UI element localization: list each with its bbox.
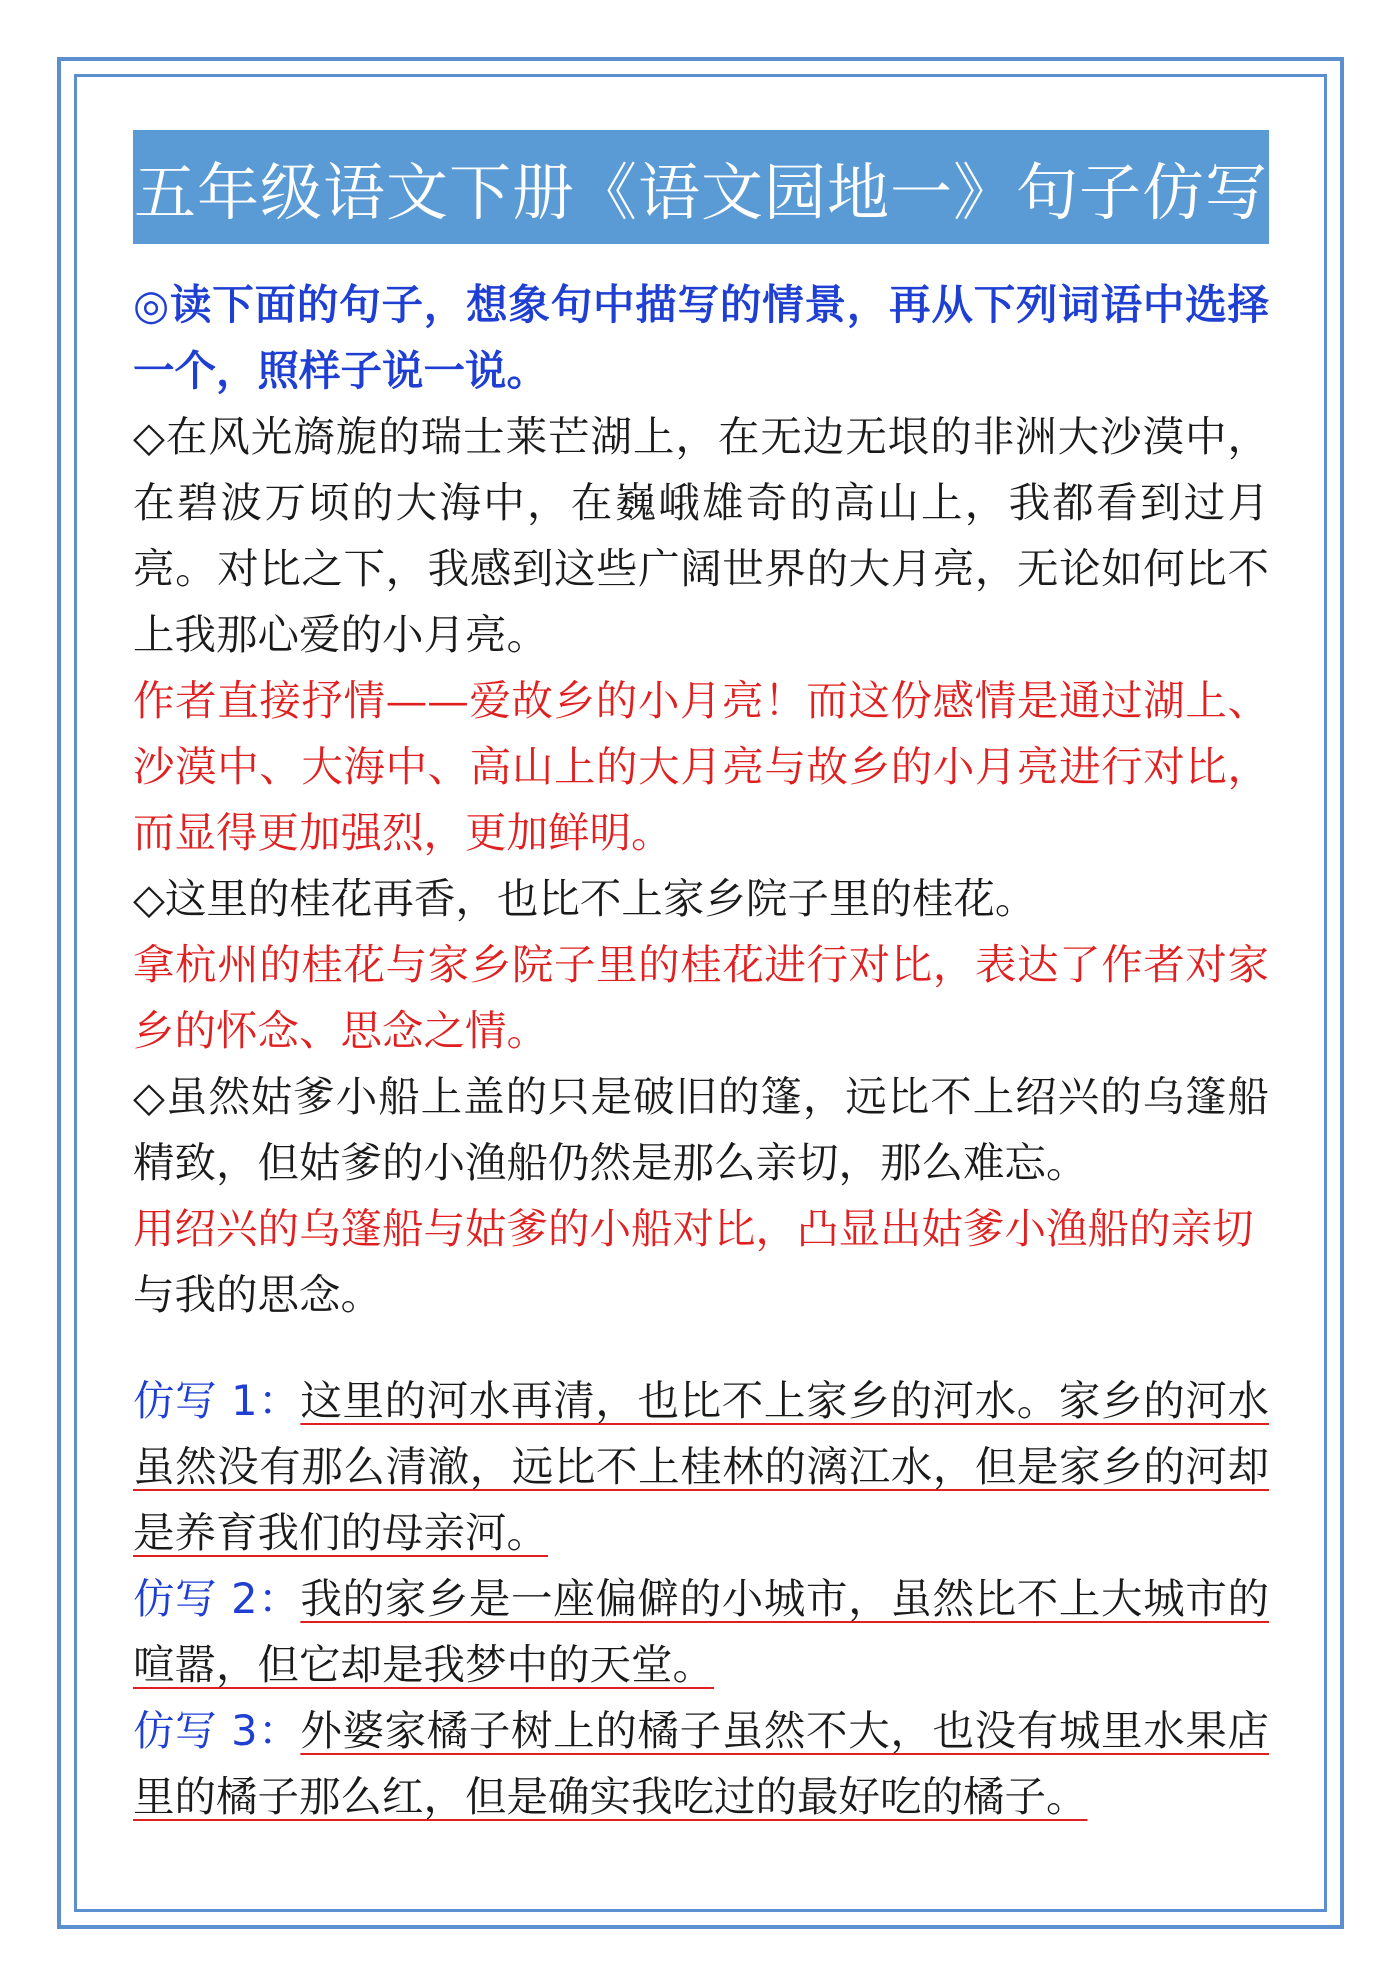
- practice-label-3: 仿写 3：: [133, 1706, 301, 1755]
- practice-item-1: [133, 1368, 1269, 1566]
- practice-text-1: 这里的河水再清，也比不上家乡的河水。家乡的河水虽然没有那么清澈，远比不上桂林的漓江水，但是家乡的河却是养育我们的母亲河。: [133, 1376, 1269, 1557]
- example-sentence-1: ◇在风光旖旎的瑞士莱芒湖上，在无边无垠的非洲大沙漠中，在碧波万顷的大海中，在巍峨雄奇的高山上，我都看到过月亮。对比之下，我感到这些广阔世界的大月亮，无论如何比不上我那心爱的小月亮。: [133, 412, 1269, 659]
- page-content: [133, 130, 1269, 1830]
- practice-text-3: 外婆家橘子树上的橘子虽然不大，也没有城里水果店里的橘子那么红，但是确实我吃过的最好吃的橘子。: [133, 1706, 1269, 1821]
- example-sentence-2: ◇这里的桂花再香，也比不上家乡院子里的桂花。: [133, 874, 1037, 923]
- example-sentence-3: ◇虽然姑爹小船上盖的只是破旧的篷，远比不上绍兴的乌篷船精致，但姑爹的小渔船仍然是那么亲切，那么难忘。: [133, 1072, 1269, 1187]
- instruction-text: ◎读下面的句子，想象句中描写的情景，再从下列词语中选择一个，照样子说一说。: [133, 280, 1269, 395]
- example-analysis-2: 拿杭州的桂花与家乡院子里的桂花进行对比，表达了作者对家乡的怀念、思念之情。: [133, 940, 1269, 1055]
- example-analysis-3: 用绍兴的乌篷船与姑爹的小船对比，凸显出姑爹小渔船的亲切: [133, 1204, 1254, 1253]
- practice-text-2: 我的家乡是一座偏僻的小城市，虽然比不上大城市的喧嚣，但它却是我梦中的天堂。: [133, 1574, 1269, 1689]
- page-title: 五年级语文下册《语文园地一》句子仿写: [133, 130, 1269, 244]
- practice-item-2: [133, 1566, 1269, 1698]
- example-analysis-3-tail: 与我的思念。: [133, 1270, 383, 1319]
- practice-section: [133, 1368, 1269, 1830]
- practice-label-1: 仿写 1：: [133, 1376, 301, 1425]
- practice-label-2: 仿写 2：: [133, 1574, 301, 1623]
- practice-item-3: [133, 1698, 1269, 1830]
- example-analysis-1: 作者直接抒情——爱故乡的小月亮！而这份感情是通过湖上、沙漠中、大海中、高山上的大月亮与故乡的小月亮进行对比，而显得更加强烈，更加鲜明。: [133, 676, 1269, 857]
- lesson-body: [133, 272, 1269, 1328]
